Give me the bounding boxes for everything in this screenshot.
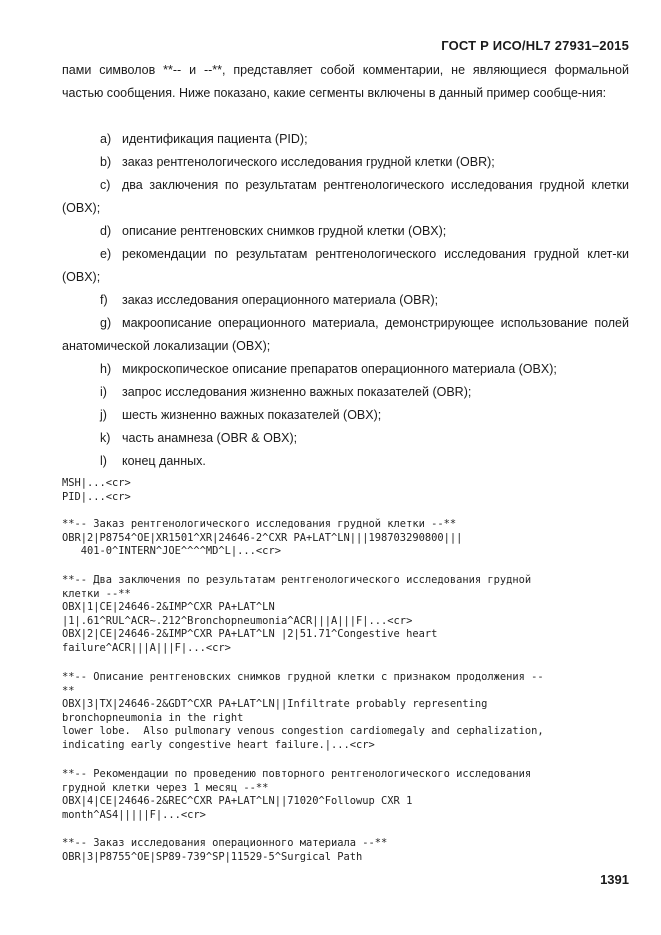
- list-item-label: g): [100, 316, 112, 330]
- list-item-text: заказ рентгенологического исследования грудной клетки (OBR);: [122, 155, 495, 169]
- list-item: [62, 243, 629, 289]
- list-item: [62, 427, 629, 450]
- document-header: ГОСТ Р ИСО/HL7 27931–2015: [441, 38, 629, 53]
- list-item-text: макроописание операционного материала, демонстрирующее использование полей анатомической локализации (OBX);: [62, 316, 629, 353]
- list-item-text: идентификация пациента (PID);: [122, 132, 308, 146]
- list-item: [62, 151, 629, 174]
- code-block-obr-surgical: **-- Заказ исследования операционного материала --** OBR|3|P8755^OE|SP89-739^SP|11529-5^Surgical Path: [62, 837, 388, 863]
- list-item-label: j): [100, 408, 107, 422]
- list-item-text: рекомендации по результатам рентгенологического исследования грудной клет-ки (OBX);: [62, 247, 629, 284]
- list-item-text: заказ исследования операционного материала (OBR);: [122, 293, 439, 307]
- list-item: [62, 128, 629, 151]
- list-item-text: конец данных.: [122, 454, 206, 468]
- list-item-label: c): [100, 178, 111, 192]
- list-item-label: d): [100, 224, 112, 238]
- intro-paragraph: пами символов **-- и --**, представляет собой комментарии, не являющиеся формальной частью сообщения. Ниже показано, какие сегменты включены в данный пример сообще-ния:: [62, 63, 629, 100]
- list-item: [62, 174, 629, 220]
- code-block-obx-description: **-- Описание рентгеновских снимков грудной клетки с признаком продолжения -- ** OBX|3|TX|24646-2&GDT^CXR PA+LAT^LN||Infiltrate probably representing bronchopneumonia in the right lower lobe. Also pulmonary venous congestion cardiomegaly and cephalization, indicating early congestive heart failure.|...<cr>: [62, 671, 544, 751]
- list-item: [62, 381, 629, 404]
- list-item-label: i): [100, 385, 107, 399]
- list-item: [62, 220, 629, 243]
- list-item: [62, 358, 629, 381]
- list-item-text: два заключения по результатам рентгенологического исследования грудной клетки (OBX);: [62, 178, 629, 215]
- list-item-text: микроскопическое описание препаратов операционного материала (OBX);: [122, 362, 557, 376]
- list-item-label: l): [100, 454, 107, 468]
- list-item: [62, 312, 629, 358]
- page-number: 1391: [600, 872, 629, 887]
- code-block-obx-recommendations: **-- Рекомендации по проведению повторного рентгенологического исследования грудной клетки через 1 месяц --** OBX|4|CE|24646-2&REC^CXR PA+LAT^LN||71020^Followup CXR 1 month^AS4|||||F|...<cr>: [62, 768, 532, 821]
- code-block-obr-chest-xray: **-- Заказ рентгенологического исследования грудной клетки --** OBR|2|P8754^OE|XR1501^XR|24646-2^CXR PA+LAT^LN|||198703290800||| 401-0^INTERN^JOE^^^^MD^L|...<cr>: [62, 518, 463, 557]
- list-item-text: шесть жизненно важных показателей (OBX);: [122, 408, 382, 422]
- list-item: [62, 450, 629, 473]
- list-item-label: k): [100, 431, 111, 445]
- list-item: [62, 404, 629, 427]
- list-item-label: e): [100, 247, 112, 261]
- list-item-label: b): [100, 155, 112, 169]
- list-item-label: f): [100, 293, 108, 307]
- list-item-text: описание рентгеновских снимков грудной клетки (OBX);: [122, 224, 447, 238]
- list-item-label: a): [100, 132, 112, 146]
- list-item-text: часть анамнеза (OBR & OBX);: [122, 431, 298, 445]
- list-item: [62, 289, 629, 312]
- code-block-msh-pid: MSH|...<cr> PID|...<cr>: [62, 477, 131, 503]
- list-item-text: запрос исследования жизненно важных показателей (OBR);: [122, 385, 472, 399]
- code-block-obx-conclusions: **-- Два заключения по результатам рентгенологического исследования грудной клетки --** OBX|1|CE|24646-2&IMP^CXR PA+LAT^LN |1|.61^RUL^ACR~.212^Bronchopneumonia^ACR|||A|||F|...<cr> OBX|2|CE|24646-2&IMP^CXR PA+LAT^LN |2|51.71^Congestive heart failure^ACR|||A|||F|...<cr>: [62, 574, 532, 654]
- list-item-label: h): [100, 362, 112, 376]
